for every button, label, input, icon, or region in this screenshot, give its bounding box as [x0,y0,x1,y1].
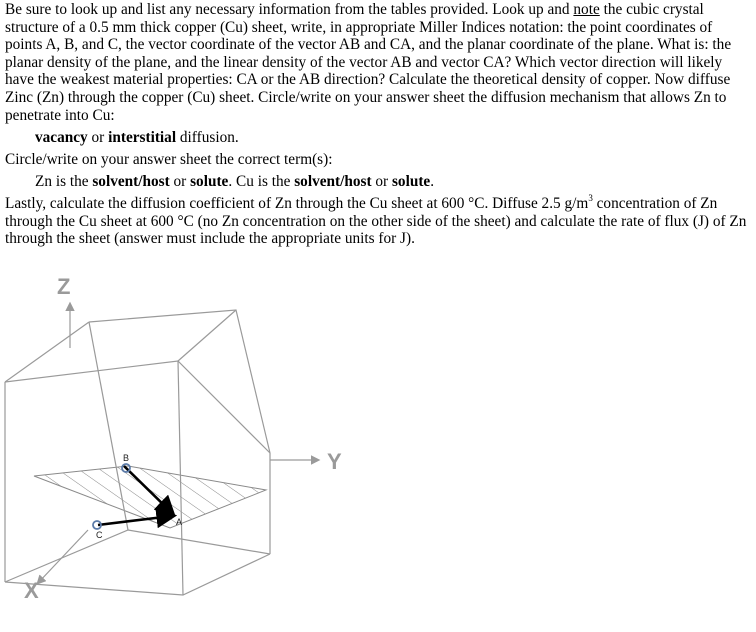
zn-option-solvent: solvent/host [92,173,170,191]
last-text-1: Lastly, calculate the diffusion coefficient of Zn through the Cu sheet at 600 °C. Diffuse 2.5 g/m [5,194,589,212]
cu-or: or [371,173,392,191]
paragraph-last [5,192,751,248]
option-interstitial: interstitial [108,129,177,147]
cu-option-solvent: solvent/host [294,173,372,191]
zn-option-solute: solute [190,173,229,191]
x-axis [38,530,88,583]
zn-or: or [169,173,191,191]
diffusion-suffix: diffusion. [176,129,239,147]
mechanism-options [5,129,751,147]
cube-front-top-right [5,361,270,453]
cu-prefix: Cu is the [236,173,295,191]
cube-edges [5,310,270,595]
option-vacancy: vacancy [35,129,88,147]
superscript-3: 3 [588,192,593,203]
cu-option-solute: solute [391,173,431,191]
note-word: note [573,1,600,18]
cube-bottom-front [5,554,270,595]
cube-top-right [178,310,236,361]
terms-separator: . [228,173,237,191]
cu-end: . [430,173,435,191]
axis-x-label: X [24,578,39,603]
instruction-line: Circle/write on your answer sheet the correct term(s): [5,150,333,168]
zn-prefix: Zn is the [35,173,93,191]
point-a-label: A [176,517,183,527]
intro-text-2: the cubic crystal structure of a 0.5 mm thick copper (Cu) sheet, write, in appropriate Miller Indices notation: the point coordinates of points A, B, and C, the vector coordinate of the vector AB and CA, and the planar coordinate of the plane. What is: the planar density of the plane, and the linear density of the vector AB and vector CA? Which vector direction will likely have the weakest material properties: CA or the AB direction? Calculate the theoretical density of copper. Now diffuse Zinc (Zn) through the copper (Cu) sheet. Circle/write on your answer sheet the diffusion mechanism that allows Zn to penetrate into Cu: [5,1,732,124]
axis-y-label: Y [327,449,342,474]
axis-z-label: Z [57,274,71,299]
or-text: or [87,129,109,147]
point-c-label: C [96,530,103,540]
problem-text [5,1,751,248]
paragraph-intro [5,1,751,124]
last-text-2: concentration of Zn through the Cu sheet at 600 °C (no Zn concentration on the other side of the sheet) and calculate the rate of flux (J) of Zn through the sheet (answer must include the appropriate units for J). [5,194,747,248]
terms-line [5,173,751,191]
unit-cell-figure [0,268,380,632]
intro-text-1: Be sure to look up and list any necessary information from the tables provided. Look up and [5,1,574,18]
cube-bottom-back [5,530,270,582]
point-b-label: B [123,453,130,463]
